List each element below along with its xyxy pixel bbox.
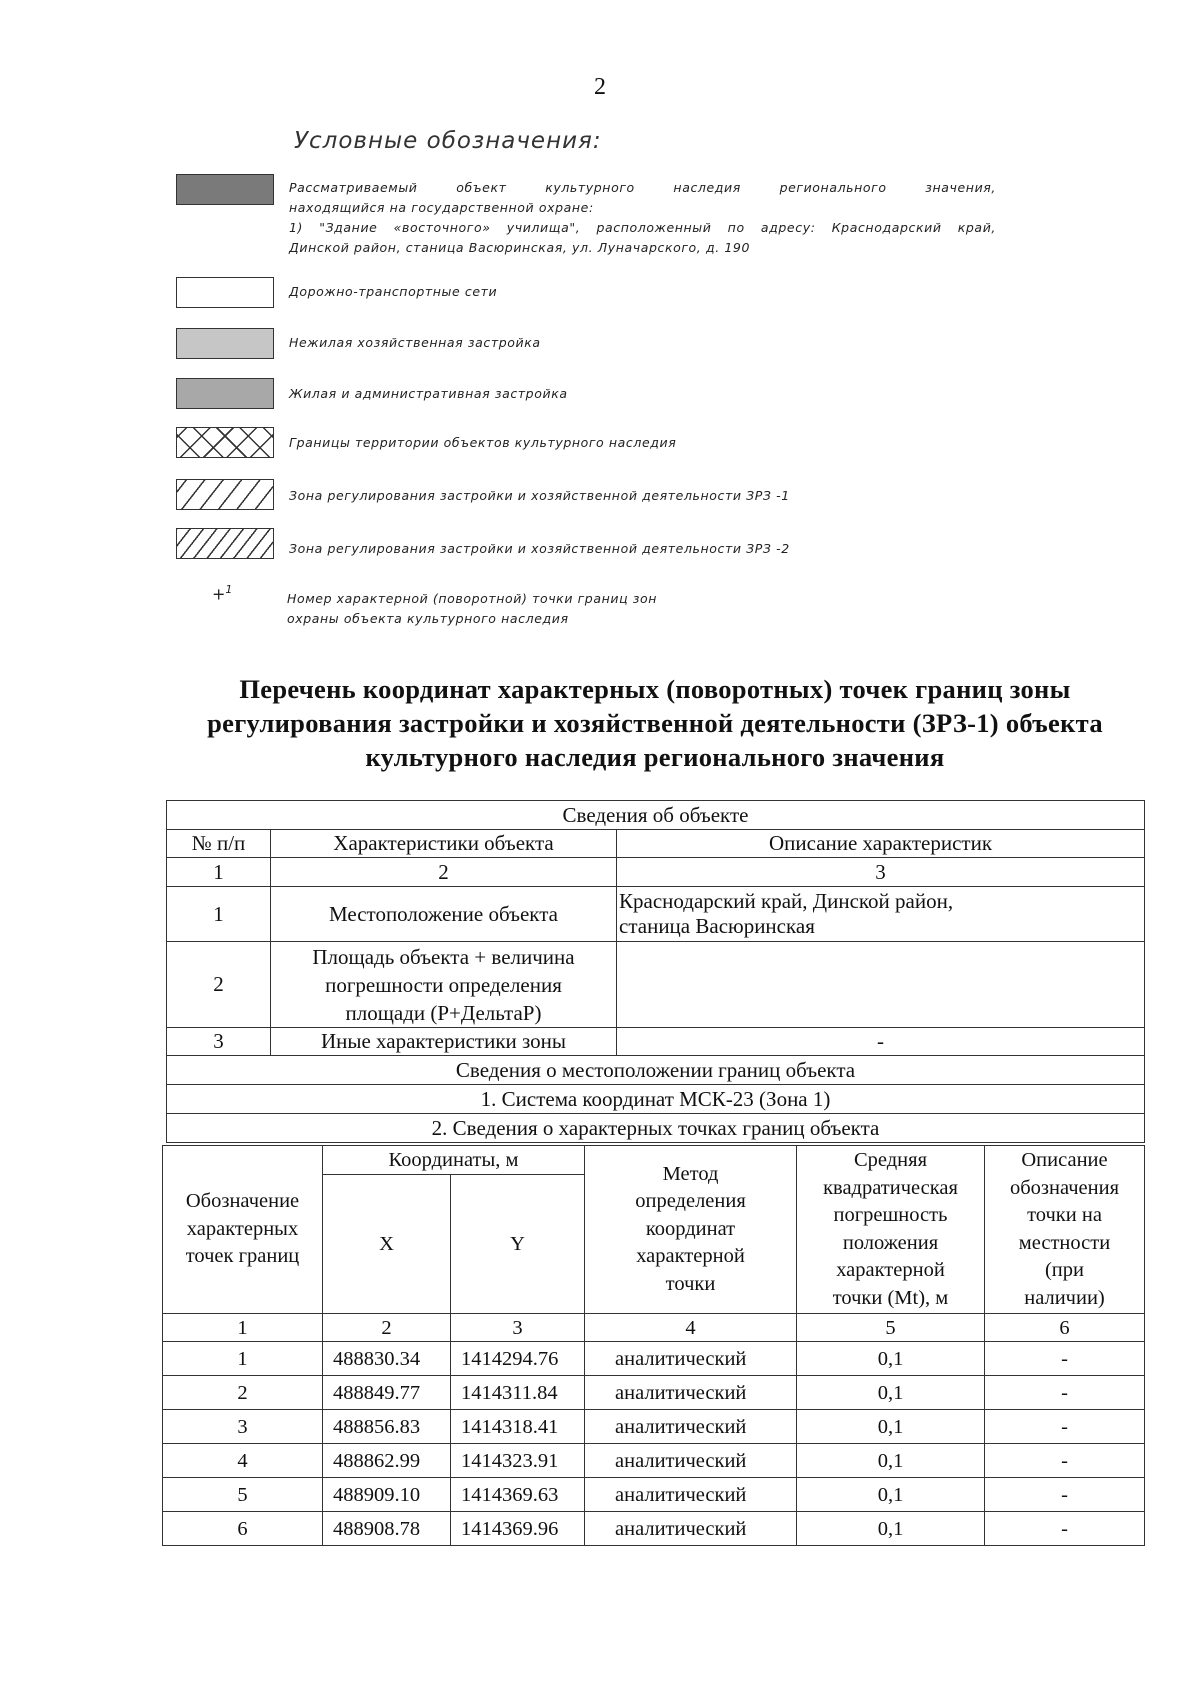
header-line: местности [1018,1231,1111,1254]
col-no: № п/п [167,830,271,858]
coordinates-table [162,1145,1145,1546]
nonresidential-swatch [176,328,274,359]
point-description: - [985,1410,1145,1444]
row-description [617,942,1145,1028]
table-row [167,1085,1145,1114]
point-error: 0,1 [797,1478,985,1512]
table-row [167,1114,1145,1143]
legend-territory-text: Границы территории объектов культурного наследия [289,435,677,450]
zone2-swatch [176,528,274,559]
legend-zone1-text: Зона регулирования застройки и хозяйственной деятельности ЗРЗ -1 [289,488,790,503]
point-description: - [985,1444,1145,1478]
header-line: точки на [1027,1204,1102,1226]
row-characteristic: Иные характеристики зоны [271,1028,617,1056]
point-method: аналитический [585,1512,797,1546]
header-line: погрешность [833,1204,948,1226]
legend-point-line: Номер характерной (поворотной) точки границ зон [287,591,658,606]
point-error: 0,1 [797,1512,985,1546]
characteristic-line: Площадь объекта + величина [312,944,575,969]
table-row [167,1028,1145,1056]
header-line: Метод [662,1162,719,1185]
point-y: 1414369.63 [451,1478,585,1512]
legend-object-line: Рассматриваемый объект культурного наследия регионального значения, [289,180,996,195]
point-method: аналитический [585,1444,797,1478]
point-method: аналитический [585,1376,797,1410]
legend-title: Условные обозначения: [294,128,602,154]
header-line: квадратическая [823,1176,958,1199]
col-number: 3 [617,858,1145,887]
col-method [585,1146,797,1314]
col-number: 1 [163,1314,323,1342]
road-swatch [176,277,274,308]
row-number: 2 [167,942,271,1028]
header-line: наличии) [1024,1286,1105,1309]
row-characteristic: Местоположение объекта [271,887,617,942]
table-row [167,887,1145,942]
point-error: 0,1 [797,1444,985,1478]
col-number: 5 [797,1314,985,1342]
point-x: 488908.78 [323,1512,451,1546]
col-y: Y [451,1175,585,1314]
points-header: 2. Сведения о характерных точках границ объекта [167,1114,1145,1143]
residential-swatch [176,378,274,409]
point-method: аналитический [585,1410,797,1444]
col-point-description [985,1146,1145,1314]
territory-swatch [176,427,274,458]
header-line: Средняя [853,1149,927,1171]
title-line: регулирования застройки и хозяйственной деятельности (ЗРЗ-1) объекта [207,708,1103,738]
page-title [170,672,1140,774]
point-number: 2 [163,1376,323,1410]
point-y: 1414294.76 [451,1342,585,1376]
point-y: 1414318.41 [451,1410,585,1444]
legend-object-line: 1) "Здание «восточного» училища", расположенный по адресу: Краснодарский край, [289,220,996,235]
legend-point-text [287,589,996,629]
legend-object-text [289,178,996,258]
table-header-row [163,1314,1145,1342]
table-row [163,1376,1145,1410]
location-header: Сведения о местоположении границ объекта [167,1056,1145,1085]
table-header-row [167,801,1145,830]
table-row [163,1478,1145,1512]
col-number: 4 [585,1314,797,1342]
point-x: 488862.99 [323,1444,451,1478]
row-description: - [617,1028,1145,1056]
legend-residential-text: Жилая и административная застройка [289,386,568,401]
col-number: 3 [451,1314,585,1342]
point-description: - [985,1376,1145,1410]
point-x: 488856.83 [323,1410,451,1444]
table-header-row [167,830,1145,858]
legend-zone2-text: Зона регулирования застройки и хозяйственной деятельности ЗРЗ -2 [289,541,790,556]
point-method: аналитический [585,1478,797,1512]
point-description: - [985,1342,1145,1376]
row-characteristic [271,942,617,1028]
legend-point-line: охраны объекта культурного наследия [287,611,569,626]
coordinate-system: 1. Система координат МСК-23 (Зона 1) [167,1085,1145,1114]
legend-object-line: Динской район, станица Васюринская, ул. Луначарского, д. 190 [289,240,750,255]
header-line: координат [645,1217,736,1240]
point-method: аналитический [585,1342,797,1376]
legend-road-text: Дорожно-транспортные сети [289,284,498,299]
point-symbol: + [212,584,226,604]
characteristic-line: площади (P+ДельтаP) [345,1000,542,1025]
row-number: 1 [167,887,271,942]
page-number: 2 [594,74,606,100]
table-row [163,1342,1145,1376]
point-error: 0,1 [797,1410,985,1444]
point-description: - [985,1478,1145,1512]
point-y: 1414323.91 [451,1444,585,1478]
header-line: (при [1044,1259,1085,1281]
table-row [167,1056,1145,1085]
header-line: характерной [836,1259,945,1281]
col-designation [163,1146,323,1314]
description-line: Краснодарский край, Динской район, [619,889,954,913]
point-description: - [985,1512,1145,1546]
col-x: X [323,1175,451,1314]
col-number: 6 [985,1314,1145,1342]
header-line: характерных [186,1217,299,1240]
header-line: Обозначение [185,1190,300,1213]
point-y: 1414311.84 [451,1376,585,1410]
object-info-header: Сведения об объекте [167,801,1145,830]
characteristic-line: погрешности определения [325,972,562,997]
col-characteristics: Характеристики объекта [271,830,617,858]
description-line: станица Васюринская [619,914,815,938]
point-index: 1 [225,583,233,596]
object-info-table [166,800,1145,1143]
point-number: 3 [163,1410,323,1444]
header-line: определения [635,1190,746,1213]
table-row [167,858,1145,887]
point-x: 488830.34 [323,1342,451,1376]
table-row [163,1444,1145,1478]
header-line: Описание [1021,1149,1108,1171]
table-row [163,1512,1145,1546]
col-description: Описание характеристик [617,830,1145,858]
col-number: 2 [271,858,617,887]
col-coordinates: Координаты, м [323,1146,585,1175]
table-header-row [163,1146,1145,1175]
table-row [163,1410,1145,1444]
zone1-swatch [176,479,274,510]
header-line: точек границ [185,1245,300,1268]
point-x: 488849.77 [323,1376,451,1410]
point-number: 6 [163,1512,323,1546]
point-number: 1 [163,1342,323,1376]
title-line: культурного наследия регионального значения [365,742,945,772]
point-marker-icon [212,583,232,603]
header-line: точки (Mt), м [832,1286,949,1309]
header-line: обозначения [1009,1176,1120,1199]
row-number: 3 [167,1028,271,1056]
col-number: 2 [323,1314,451,1342]
header-line: характерной [636,1245,745,1268]
table-row [167,942,1145,1028]
point-x: 488909.10 [323,1478,451,1512]
header-line: точки [665,1272,716,1295]
header-line: положения [842,1231,939,1254]
row-description [617,887,1145,942]
legend-nonresidential-text: Нежилая хозяйственная застройка [289,335,541,350]
col-error [797,1146,985,1314]
legend-object-line: находящийся на государственной охране: [289,200,594,215]
point-error: 0,1 [797,1376,985,1410]
title-line: Перечень координат характерных (поворотных) точек границ зоны [239,674,1071,704]
point-number: 5 [163,1478,323,1512]
object-swatch [176,174,274,205]
point-y: 1414369.96 [451,1512,585,1546]
col-number: 1 [167,858,271,887]
point-number: 4 [163,1444,323,1478]
point-error: 0,1 [797,1342,985,1376]
